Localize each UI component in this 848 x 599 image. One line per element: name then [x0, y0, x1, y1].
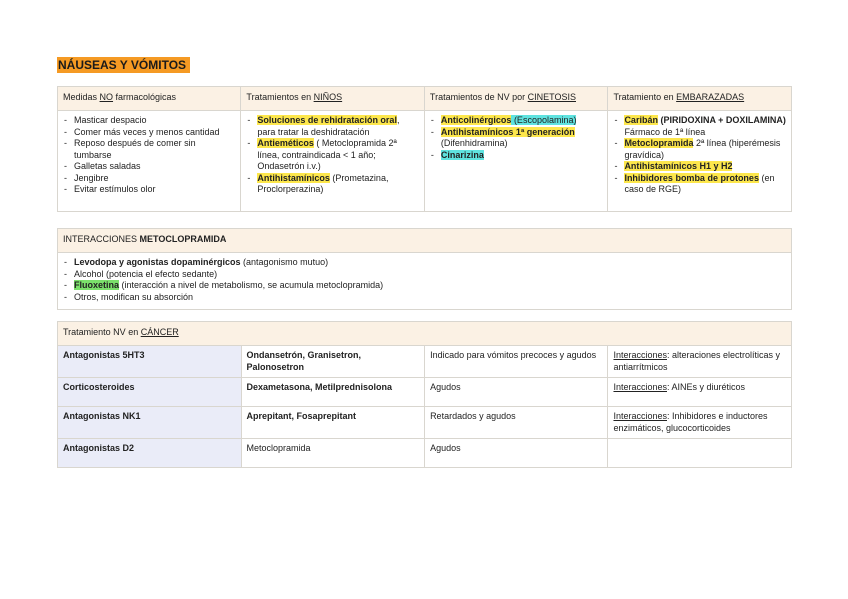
non-pharma-cell [58, 111, 241, 212]
list-item: - Levodopa y agonistas dopaminérgicos (antagonismo mutuo) [63, 257, 786, 269]
interactions: Interacciones: alteraciones electrolíticas y antiarrítmicos [608, 346, 792, 378]
list-item: - Fluoxetina (interacción a nivel de metabolismo, se acumula metoclopramida) [63, 280, 786, 292]
drug-names: Ondansetrón, Granisetron, Palonosetron [241, 346, 425, 378]
cancer-table [57, 321, 792, 468]
interactions [608, 439, 792, 468]
list-item: - Galletas saladas [63, 161, 235, 173]
list-item: - Jengibre [63, 173, 235, 185]
drug-group: Corticosteroides [58, 378, 242, 407]
list-item: - Caribán (PIRIDOXINA + DOXILAMINA) Fármaco de 1ª línea [613, 115, 786, 138]
header-cell: Tratamiento en EMBARAZADAS [608, 87, 792, 111]
interactions: Interacciones: Inhibidores e inductores enzimáticos, glucocorticoides [608, 407, 792, 439]
table-row [58, 346, 792, 378]
table-row [58, 378, 792, 407]
interactions: Interacciones: AINEs y diuréticos [608, 378, 792, 407]
list-item: - Soluciones de rehidratación oral, para tratar la deshidratación [246, 115, 419, 138]
list-item: - Cinarizina [430, 150, 603, 162]
list-item: - Antieméticos ( Metoclopramida 2ª línea, contraindicada < 1 año; Ondasetrón i.v.) [246, 138, 419, 173]
drug-group: Antagonistas NK1 [58, 407, 242, 439]
header-cell: Medidas NO farmacológicas [58, 87, 241, 111]
list-item: - Reposo después de comer sin tumbarse [63, 138, 235, 161]
indication: Retardados y agudos [425, 407, 608, 439]
pregnancy-cell [608, 111, 792, 212]
list-item: - Antihistamínicos (Prometazina, Proclorperazina) [246, 173, 419, 196]
kinetosis-cell [424, 111, 608, 212]
list-item: - Inhibidores bomba de protones (en caso de RGE) [613, 173, 786, 196]
header-cell: Tratamiento NV en CÁNCER [58, 322, 792, 346]
drug-names: Dexametasona, Metilprednisolona [241, 378, 425, 407]
page-title: NÁUSEAS Y VÓMITOS [57, 57, 190, 73]
list-item: - Masticar despacio [63, 115, 235, 127]
list-item: - Metoclopramida 2ª línea (hiperémesis gravídica) [613, 138, 786, 161]
table-row [58, 407, 792, 439]
list-item: - Evitar estímulos olor [63, 184, 235, 196]
list-item: - Anticolinérgicos (Escopolamina) [430, 115, 603, 127]
interactions-cell [58, 253, 792, 310]
indication: Agudos [425, 439, 608, 468]
header-cell: INTERACCIONES METOCLOPRAMIDA [58, 229, 792, 253]
drug-group: Antagonistas D2 [58, 439, 242, 468]
header-cell: Tratamientos en NIÑOS [241, 87, 425, 111]
children-cell [241, 111, 425, 212]
list-item: - Comer más veces y menos cantidad [63, 127, 235, 139]
drug-names: Aprepitant, Fosaprepitant [241, 407, 425, 439]
drug-group: Antagonistas 5HT3 [58, 346, 242, 378]
interactions-table [57, 228, 792, 310]
treatment-table [57, 86, 792, 212]
list-item: - Antihistamínicos 1ª generación (Difenhidramina) [430, 127, 603, 150]
header-cell: Tratamientos de NV por CINETOSIS [424, 87, 608, 111]
indication: Indicado para vómitos precoces y agudos [425, 346, 608, 378]
drug-names: Metoclopramida [241, 439, 425, 468]
list-item: - Otros, modifican su absorción [63, 292, 786, 304]
indication: Agudos [425, 378, 608, 407]
list-item: - Antihistamínicos H1 y H2 [613, 161, 786, 173]
list-item: - Alcohol (potencia el efecto sedante) [63, 269, 786, 281]
table-row [58, 439, 792, 468]
